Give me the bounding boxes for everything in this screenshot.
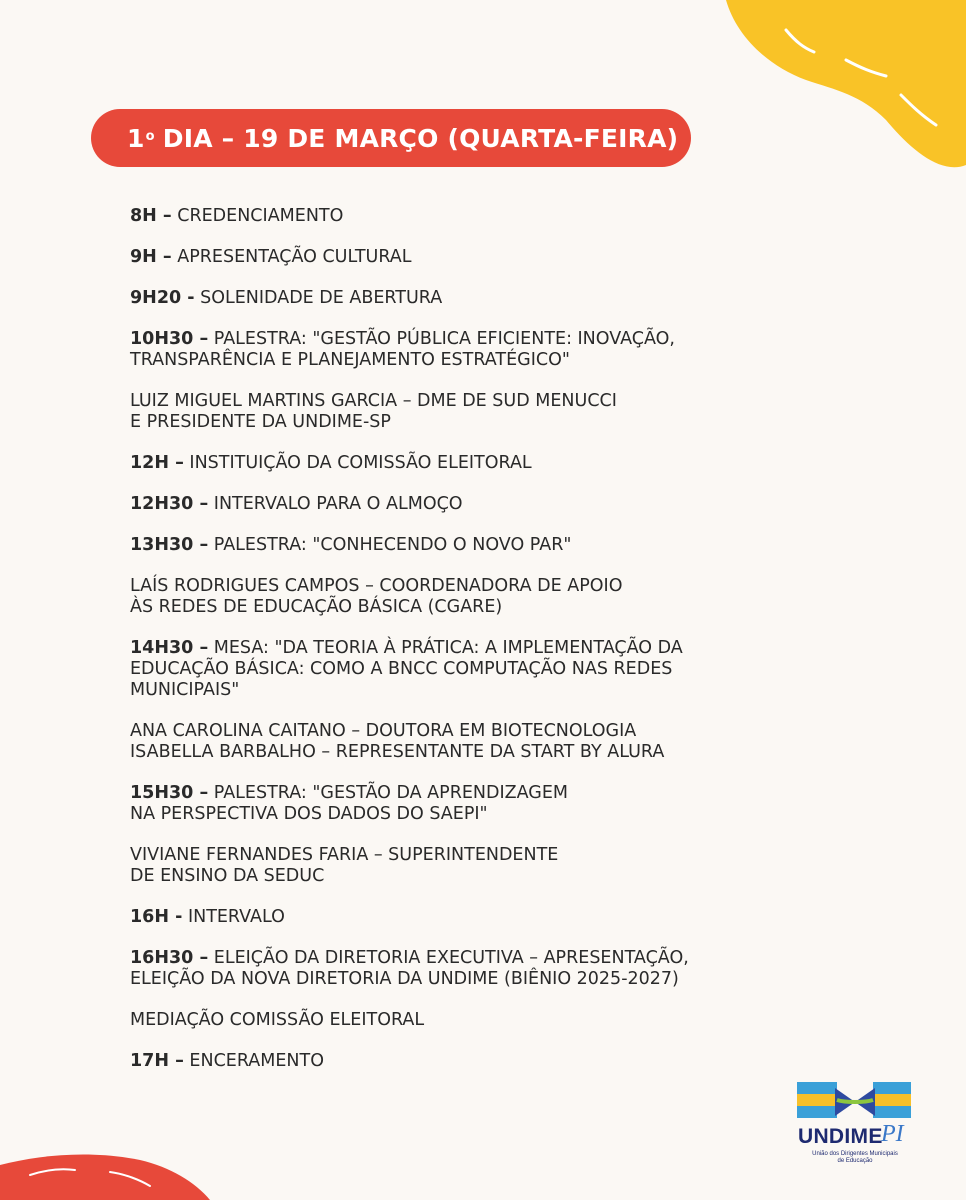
schedule-time: 9H20 - <box>130 288 195 308</box>
schedule-description: E PRESIDENTE DA UNDIME-SP <box>130 412 391 432</box>
schedule-time: 16H - <box>130 907 183 927</box>
day-number: 1 <box>127 123 145 153</box>
schedule-time: 16H30 – <box>130 948 209 968</box>
schedule-description: ELEIÇÃO DA NOVA DIRETORIA DA UNDIME (BIÊNIO 2025-2027) <box>130 969 679 989</box>
schedule-line <box>130 494 830 515</box>
schedule-entry <box>130 329 830 371</box>
schedule-description: PALESTRA: "GESTÃO DA APRENDIZAGEM <box>213 783 569 803</box>
undime-logo <box>795 1080 915 1170</box>
logo-subtitle-line2: de Educação <box>837 1158 873 1164</box>
schedule-line <box>130 1051 830 1072</box>
schedule-description: ANA CAROLINA CAITANO – DOUTORA EM BIOTECNOLOGIA <box>130 721 637 741</box>
schedule-description: ELEIÇÃO DA DIRETORIA EXECUTIVA – APRESENTAÇÃO, <box>213 948 689 968</box>
schedule-line <box>130 350 830 371</box>
schedule-line <box>130 845 830 866</box>
schedule-description: INTERVALO PARA O ALMOÇO <box>213 494 463 514</box>
schedule-entry <box>130 391 830 433</box>
schedule-entry <box>130 783 830 825</box>
schedule-entry <box>130 576 830 618</box>
schedule-line <box>130 597 830 618</box>
schedule-line <box>130 412 830 433</box>
schedule-line <box>130 680 830 701</box>
schedule-description: CREDENCIAMENTO <box>177 206 344 226</box>
schedule-description: EDUCAÇÃO BÁSICA: COMO A BNCC COMPUTAÇÃO NAS REDES <box>130 659 673 679</box>
schedule-line <box>130 638 830 659</box>
schedule-line <box>130 659 830 680</box>
schedule-line <box>130 804 830 825</box>
schedule-time: 14H30 – <box>130 638 209 658</box>
schedule-entry <box>130 907 830 928</box>
schedule-line <box>130 576 830 597</box>
schedule-entry <box>130 721 830 763</box>
schedule-description: VIVIANE FERNANDES FARIA – SUPERINTENDENTE <box>130 845 559 865</box>
schedule-list <box>130 206 830 1092</box>
schedule-entry <box>130 1051 830 1072</box>
schedule-line <box>130 206 830 227</box>
schedule-line <box>130 391 830 412</box>
schedule-description: TRANSPARÊNCIA E PLANEJAMENTO ESTRATÉGICO" <box>130 350 570 370</box>
schedule-entry <box>130 206 830 227</box>
schedule-entry <box>130 247 830 268</box>
schedule-description: MUNICIPAIS" <box>130 680 240 700</box>
schedule-time: 10H30 – <box>130 329 209 349</box>
decorative-blob-bottom <box>0 1150 210 1200</box>
schedule-entry <box>130 948 830 990</box>
schedule-description: PALESTRA: "CONHECENDO O NOVO PAR" <box>213 535 572 555</box>
schedule-line <box>130 866 830 887</box>
schedule-description: SOLENIDADE DE ABERTURA <box>200 288 443 308</box>
degree-mark: o <box>145 128 155 144</box>
schedule-time: 12H30 – <box>130 494 209 514</box>
schedule-time: 12H – <box>130 453 184 473</box>
schedule-line <box>130 969 830 990</box>
schedule-time: 8H – <box>130 206 172 226</box>
schedule-time: 13H30 – <box>130 535 209 555</box>
schedule-description: DE ENSINO DA SEDUC <box>130 866 325 886</box>
logo-subtitle <box>795 1151 915 1165</box>
schedule-description: INTERVALO <box>187 907 285 927</box>
schedule-line <box>130 742 830 763</box>
logo-subtitle-line1: União dos Dirigentes Municipais <box>812 1151 898 1157</box>
day-title: DIA – 19 DE MARÇO (QUARTA-FEIRA) <box>162 123 679 153</box>
schedule-description: ÀS REDES DE EDUCAÇÃO BÁSICA (CGARE) <box>130 597 503 617</box>
logo-region: PI <box>881 1121 904 1147</box>
schedule-entry <box>130 535 830 556</box>
logo-name: UNDIME <box>798 1125 883 1148</box>
schedule-entry <box>130 1010 830 1031</box>
schedule-entry <box>130 453 830 474</box>
schedule-line <box>130 453 830 474</box>
schedule-description: PALESTRA: "GESTÃO PÚBLICA EFICIENTE: INOVAÇÃO, <box>213 329 675 349</box>
schedule-description: LAÍS RODRIGUES CAMPOS – COORDENADORA DE APOIO <box>130 576 623 596</box>
schedule-description: ISABELLA BARBALHO – REPRESENTANTE DA START BY ALURA <box>130 742 665 762</box>
schedule-line <box>130 1010 830 1031</box>
schedule-line <box>130 783 830 804</box>
schedule-description: MEDIAÇÃO COMISSÃO ELEITORAL <box>130 1010 425 1030</box>
schedule-time: 15H30 – <box>130 783 209 803</box>
schedule-entry <box>130 494 830 515</box>
decorative-blob-top <box>726 0 966 180</box>
schedule-line <box>130 288 830 309</box>
schedule-description: ENCERAMENTO <box>189 1051 324 1071</box>
schedule-description: MESA: "DA TEORIA À PRÁTICA: A IMPLEMENTAÇÃO DA <box>213 638 683 658</box>
schedule-description: INSTITUIÇÃO DA COMISSÃO ELEITORAL <box>189 453 532 473</box>
schedule-description: LUIZ MIGUEL MARTINS GARCIA – DME DE SUD MENUCCI <box>130 391 617 411</box>
schedule-line <box>130 535 830 556</box>
schedule-line <box>130 329 830 350</box>
day-header <box>91 109 691 167</box>
schedule-entry <box>130 288 830 309</box>
schedule-line <box>130 907 830 928</box>
schedule-description: APRESENTAÇÃO CULTURAL <box>177 247 412 267</box>
schedule-entry <box>130 845 830 887</box>
schedule-entry <box>130 638 830 701</box>
logo-emblem-icon <box>795 1080 915 1124</box>
schedule-line <box>130 948 830 969</box>
schedule-time: 17H – <box>130 1051 184 1071</box>
schedule-description: NA PERSPECTIVA DOS DADOS DO SAEPI" <box>130 804 488 824</box>
schedule-line <box>130 247 830 268</box>
schedule-line <box>130 721 830 742</box>
schedule-time: 9H – <box>130 247 172 267</box>
